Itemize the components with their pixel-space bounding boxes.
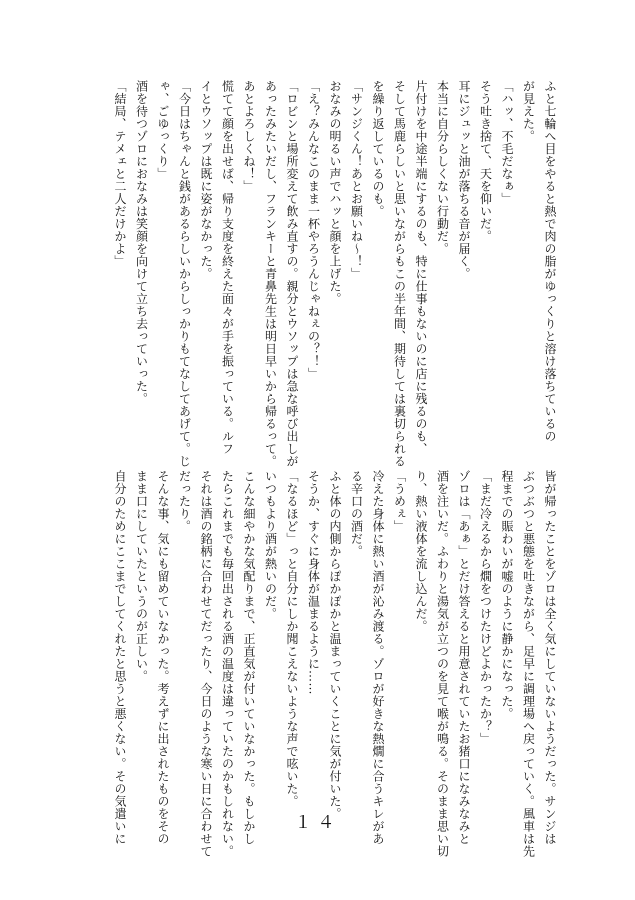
text-line: 「え？みんなこのまま一杯やろうんじゃねぇの？！」 (306, 80, 321, 380)
text-line: 酒を待つゾロにおなみは笑顔を向けて立ち去っていった。 (134, 80, 149, 405)
text-line: まま口にしていたというのが正しい。 (134, 470, 149, 683)
text-line: イとウソップは既に姿がなかった。 (199, 80, 213, 280)
text-line: 「なるほど」っと自分にしか聞こえないような声で呟いた。 (285, 470, 299, 808)
text-line: そう吐き捨て、天を仰いだ。 (478, 80, 493, 243)
text-line: 皆が帰ったことをゾロは全く気にしていないようだった。サンジは (543, 470, 557, 845)
text-line: が見えた。 (521, 80, 536, 143)
text-line: ゃ、ごゆっくり」 (156, 80, 170, 180)
text-line: 「まだ冷えるから燗をつけたけどよかったか？」 (478, 470, 493, 745)
text-line: 本当に自分らしくない行動だ。 (435, 80, 450, 255)
text-line: ゾロは「あぁ」とだけ答えると用意されていたお猪口になみなみと (457, 470, 471, 845)
text-line: 酒を注いだ。ふわりと湯気が立つのを見て喉が鳴る。そのまま思い切 (435, 470, 450, 858)
text-line: る辛口の酒だ。 (349, 470, 364, 558)
text-line: たらこれまでも毎回出される酒の温度は違っていたのかもしれない。 (220, 470, 235, 858)
text-line: ぶつぶつと悪態を吐きながら、足早に調理場へ戻っていく。風車は先 (521, 470, 536, 858)
text-line: り、熱い液体を流し込んだ。 (414, 470, 428, 633)
text-line: 「ハッ、不毛だなぁ」 (500, 80, 514, 205)
text-line: 耳にジュッと油が落ちる音が届く。 (457, 80, 471, 280)
text-line: そして馬鹿らしいと思いながらもこの半年間、期待しては裏切られる (392, 80, 407, 468)
text-line: そうか、すぐに身体が温まるように…… (306, 470, 321, 695)
text-line: 慌てて顔を出せば、帰り支度を終えた面々が手を振っている。ルフ (220, 80, 235, 455)
text-line: 「ロビンと場所変えて飲み直すの。親分とウソップは急な呼び出しが (285, 80, 299, 468)
text-line: そんな事、気にも留めていなかった。考えずに出されたものをその (156, 470, 170, 845)
text-line: を繰り返しているのも。 (371, 80, 385, 218)
text-line: 「結局、テメェと二人だけかよ」 (113, 80, 127, 268)
text-line: あとよろしくね！」 (242, 80, 256, 193)
text-line: 「うめぇ」 (392, 470, 407, 533)
text-line: おなみの明るい声でハッと顔を上げた。 (328, 80, 342, 305)
text-line: あったみたいだし、フランキーと青鼻先生は明日早いから帰るって。 (263, 80, 278, 468)
text-line: ふと七輪へ目をやると熱で肉の脂がゆっくりと溶け落ちているの (543, 80, 557, 443)
text-line: こんな細やかな気配りまで、正直気が付いていなかった。もしかし (242, 470, 256, 845)
text-line: いつもより酒が熱いのだ。 (263, 470, 278, 620)
text-line: 「今日はちゃんと銭があるらしいからしっかりもてなしてあげて。じ (177, 80, 192, 468)
top-text-block (109, 80, 561, 468)
text-line: 片付けを中途半端にするのも、特に仕事もないのに店に残るのも、 (414, 80, 428, 455)
page-number: １４ (294, 813, 341, 833)
text-line: 程までの賑わいが嘘のように静かになった。 (500, 470, 514, 720)
text-line: 冷えた身体に熱い酒が沁み渡る。ゾロが好きな熱燗に合うキレがあ (371, 470, 385, 845)
text-line: 「サンジくん！あとお願いね～！」 (349, 80, 364, 280)
text-line: それは酒の銘柄に合わせてだったり、今日のような寒い日に合わせて (199, 470, 213, 858)
text-line: ふと体の内側からぽかぽかと温まっていくことに気が付いた。 (328, 470, 342, 820)
text-line: 自分のためにここまでしてくれたと思うと悪くない。その気遣いに (113, 470, 127, 845)
text-line: だったり。 (177, 470, 192, 533)
